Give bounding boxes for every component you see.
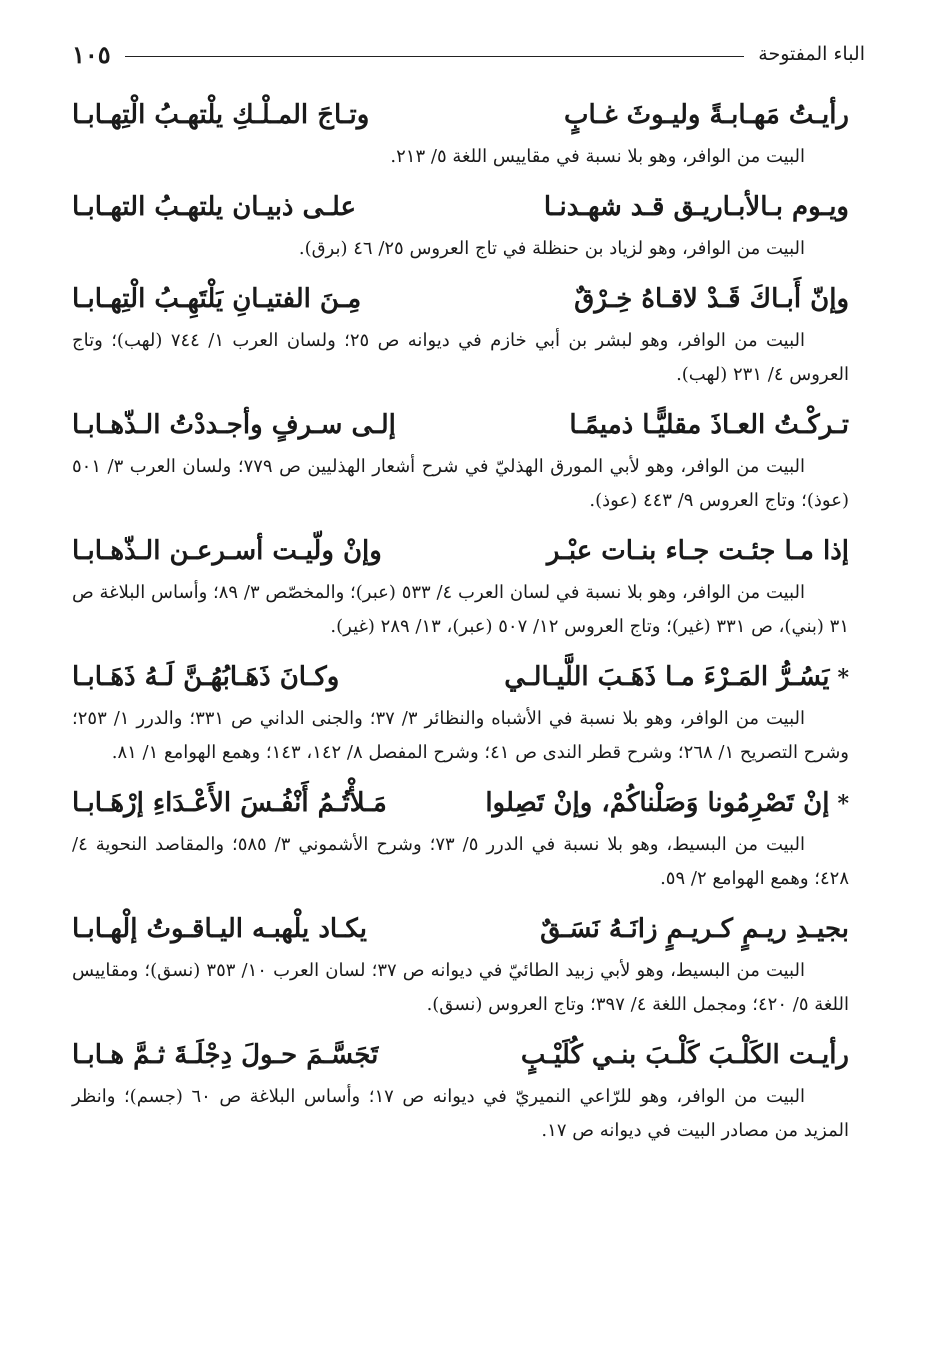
verse-line	[72, 274, 849, 324]
commentary-text: البيت من البسيط، وهو بلا نسبة في الدرر ٥/ ٧٣؛ وشرح الأشموني ٣/ ٥٨٥؛ والمقاصد النحوية ٤/ ٤٢٨؛ وهمع الهوامع ٢/ ٥٩.	[72, 834, 849, 889]
header-rule	[125, 56, 745, 57]
first-hemistich	[569, 400, 849, 450]
second-hemistich: وتـاجَ المـلْـكِ يلْتهـبُ الْتِهـابـا	[72, 100, 370, 130]
verse-line	[72, 526, 849, 576]
first-hemistich	[574, 274, 849, 324]
verse-commentary	[72, 450, 849, 518]
second-hemistich: يكـاد يلْهبـه اليـاقـوتُ إلْهـابـا	[72, 914, 368, 944]
page-header	[72, 36, 865, 72]
commentary-text: البيت من الوافر، وهو بلا نسبة في مقاييس اللغة ٥/ ٢١٣.	[390, 146, 805, 167]
verse-line	[72, 182, 849, 232]
first-hemistich	[521, 1030, 849, 1080]
verse-entry	[72, 526, 849, 644]
verse-commentary	[72, 232, 849, 266]
verse-entry	[72, 90, 849, 174]
second-hemistich: وكـانَ ذَهَـابُهُـنَّ لَـهُ ذَهَـابـا	[72, 662, 340, 692]
verse-entry	[72, 274, 849, 392]
star-marker: *	[837, 665, 849, 691]
first-hemistich-text: ويـوم بـالأبـاريـق قـد شهـدنـا	[543, 192, 849, 222]
first-hemistich	[564, 90, 849, 140]
second-hemistich: مِـنَ الفتيـانِ يَلْتَهِـبُ الْتِهـابـا	[72, 284, 362, 314]
verse-commentary	[72, 954, 849, 1022]
second-hemistich: تَجَسَّـمَ حـولَ دِجْلَـةَ ثـمَّ هـابـا	[72, 1040, 379, 1070]
first-hemistich-text: إذا مـا جئـت جـاء بنـات عبْـر	[546, 536, 849, 566]
verse-commentary	[72, 828, 849, 896]
verse-entry	[72, 778, 849, 896]
second-hemistich: إلـى سـرفٍ وأجـددْتُ الـذّهـابـا	[72, 410, 396, 440]
verse-line	[72, 652, 849, 702]
commentary-text: البيت من الوافر، وهو بلا نسبة في لسان العرب ٤/ ٥٣٣ (عبر)؛ والمخصّص ٣/ ٨٩؛ وأساس البلاغة ص ٣١ (بني)، ص ٣٣١ (غير)؛ وتاج العروس ١٢/ ٥٠٧ (عبر)، ١٣/ ٢٨٩ (غير).	[72, 582, 849, 637]
verse-commentary	[72, 140, 849, 174]
verse-commentary	[72, 702, 849, 770]
verse-entry	[72, 182, 849, 266]
first-hemistich	[547, 526, 849, 576]
commentary-text: البيت من الوافر، وهو بلا نسبة في الأشباه والنظائر ٣/ ٣٧؛ والجنى الداني ص ٣٣١؛ والدرر ١/ ٢٥٣؛ وشرح التصريح ١/ ٢٦٨؛ وشرح قطر الندى ص ٤١؛ وشرح المفصل ٨/ ١٤٢، ١٤٣؛ وهمع الهوامع ١/ ٨١.	[72, 708, 849, 763]
page-number: ١٠٥	[72, 39, 111, 69]
second-hemistich: مَـلأْتُـمُ أَنْفُـسَ الأَعْـدَاءِ إرْهَـابـا	[72, 788, 387, 818]
commentary-text: البيت من الوافر، وهو للرّاعي النميريّ في ديوانه ص ١٧؛ وأساس البلاغة ص ٦٠ (جسم)؛ وانظر المزيد من مصادر البيت في ديوانه ص ١٧.	[72, 1086, 849, 1141]
commentary-text: البيت من الوافر، وهو لأبي المورق الهذليّ في شرح أشعار الهذليين ص ٧٧٩؛ ولسان العرب ٣/ ٥٠١ (عوذ)؛ وتاج العروس ٩/ ٤٤٣ (عوذ).	[72, 456, 849, 511]
first-hemistich	[485, 778, 849, 829]
verse-entry	[72, 1030, 849, 1148]
first-hemistich-text: بجيـدِ ريـمٍ كـريـمٍ زانَـهُ نَسَـقٌ	[540, 914, 849, 944]
verse-entry	[72, 652, 849, 770]
first-hemistich	[504, 652, 849, 703]
verse-line	[72, 778, 849, 828]
verse-entries	[72, 90, 849, 1156]
commentary-text: البيت من البسيط، وهو لأبي زبيد الطائيّ في ديوانه ص ٣٧؛ لسان العرب ١٠/ ٣٥٣ (نسق)؛ ومقاييس اللغة ٥/ ٤٢٠؛ ومجمل اللغة ٤/ ٣٩٧؛ وتاج العروس (نسق).	[72, 960, 849, 1015]
verse-commentary	[72, 1080, 849, 1148]
first-hemistich	[544, 182, 849, 232]
first-hemistich-text: إنْ تَصْرِمُونا وَصَلْناكُمْ، وإنْ تَصِلوا	[485, 788, 830, 818]
first-hemistich-text: رأيـت الكَلْـبَ كَلْـبَ بنـي كُلَيْـبٍ	[520, 1040, 849, 1070]
second-hemistich: وإنْ ولّيـت أسـرعـن الـذّهـابـا	[72, 536, 382, 566]
verse-commentary	[72, 324, 849, 392]
first-hemistich-text: رأيـتُ مَهـابـةً وليـوثَ غـابٍ	[563, 100, 849, 130]
verse-line	[72, 400, 849, 450]
first-hemistich	[540, 904, 849, 954]
first-hemistich-text: وإنّ أَبـاكَ قَـدْ لاقـاهُ خِـرْقٌ	[574, 284, 849, 314]
verse-commentary	[72, 576, 849, 644]
first-hemistich-text: تـركْـتُ العـاذَ مقليًّـا ذميمًـا	[569, 410, 849, 440]
star-marker: *	[837, 791, 849, 817]
verse-entry	[72, 904, 849, 1022]
second-hemistich: علـى ذبيـان يلتهـبُ التهـابـا	[72, 192, 356, 222]
first-hemistich-text: يَسُـرُّ المَـرْءَ مـا ذَهَـبَ اللَّيـالـي	[504, 662, 830, 692]
verse-line	[72, 1030, 849, 1080]
commentary-text: البيت من الوافر، وهو لزياد بن حنظلة في تاج العروس ٢٥/ ٤٦ (برق).	[298, 238, 805, 259]
verse-line	[72, 90, 849, 140]
verse-line	[72, 904, 849, 954]
verse-entry	[72, 400, 849, 518]
commentary-text: البيت من الوافر، وهو لبشر بن أبي خازم في ديوانه ص ٢٥؛ ولسان العرب ١/ ٧٤٤ (لهب)؛ وتاج العروس ٤/ ٢٣١ (لهب).	[72, 330, 849, 385]
section-title: الباء المفتوحة	[758, 43, 865, 65]
